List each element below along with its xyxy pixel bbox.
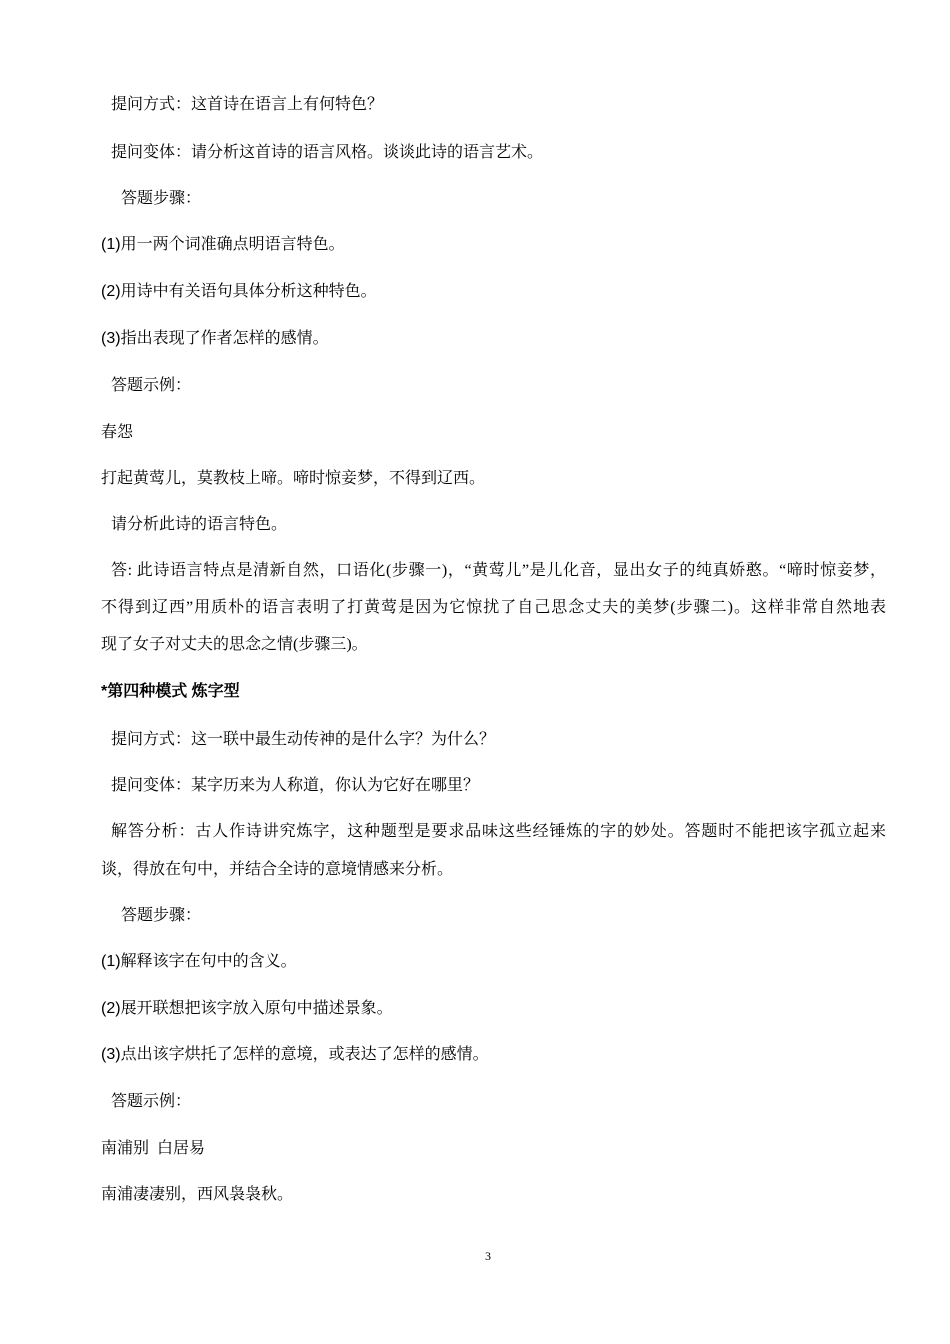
steps-label-refining: 答题步骤： [121,907,202,924]
question-variant-refining: 提问变体：某字历来为人称道，你认为它好在哪里？ [111,777,480,794]
step-item [101,329,329,349]
step-item [101,952,297,972]
step-number: (2) [101,1000,121,1017]
step-number: (3) [101,330,121,347]
step-item [101,1045,489,1065]
answer-line: 现了女子对丈夫的思念之情(步骤三)。 [101,636,368,653]
question-form-language: 提问方式：这首诗在语言上有何特色？ [111,96,384,113]
poem-title: 春怨 [101,424,134,441]
step-text: 点出该字烘托了怎样的意境，或表达了怎样的感情。 [120,1046,489,1063]
answer-paragraph [101,552,886,663]
analysis-paragraph [101,813,886,889]
answer-line: 答: 此诗语言特点是清新自然，口语化(步骤一)，“黄莺儿”是儿化音，显出女子的纯真娇憨。“啼时惊妾梦， [111,562,886,579]
step-number: (3) [101,1046,121,1063]
analysis-line: 谈，得放在句中，并结合全诗的意境情感来分析。 [101,861,454,878]
poem-text: 南浦凄凄别，西风袅袅秋。 [101,1186,294,1203]
step-number: (1) [101,236,121,253]
poem-text: 打起黄莺儿，莫教枝上啼。啼时惊妾梦，不得到辽西。 [101,470,486,487]
answer-line: 不得到辽西”用质朴的语言表明了打黄莺是因为它惊扰了自己思念丈夫的美梦(步骤二)。这样非常自然地表 [101,599,886,616]
step-text: 解释该字在句中的含义。 [120,953,297,970]
question-form-refining: 提问方式：这一联中最生动传神的是什么字？为什么？ [111,731,496,748]
steps-label-language: 答题步骤： [121,190,202,207]
example-label-refining: 答题示例： [111,1093,192,1110]
poem-title: 南浦别 白居易 [101,1140,206,1157]
example-label-language: 答题示例： [111,377,192,394]
step-number: (2) [101,283,121,300]
section-heading: *第四种模式 炼字型 [101,683,240,700]
step-item [101,282,377,302]
step-text: 用诗中有关语句具体分析这种特色。 [120,283,377,300]
step-text: 用一两个词准确点明语言特色。 [120,236,345,253]
question-variant-language: 提问变体：请分析这首诗的语言风格。谈谈此诗的语言艺术。 [111,144,544,161]
step-item [101,235,345,255]
analysis-line: 解答分析：古人作诗讲究炼字，这种题型是要求品味这些经锤炼的字的妙处。答题时不能把该字孤立起来 [111,823,886,840]
step-text: 指出表现了作者怎样的感情。 [120,330,329,347]
page-number: 3 [485,1249,491,1263]
step-text: 展开联想把该字放入原句中描述景象。 [120,1000,393,1017]
step-number: (1) [101,953,121,970]
example-prompt: 请分析此诗的语言特色。 [111,516,288,533]
step-item [101,999,393,1019]
